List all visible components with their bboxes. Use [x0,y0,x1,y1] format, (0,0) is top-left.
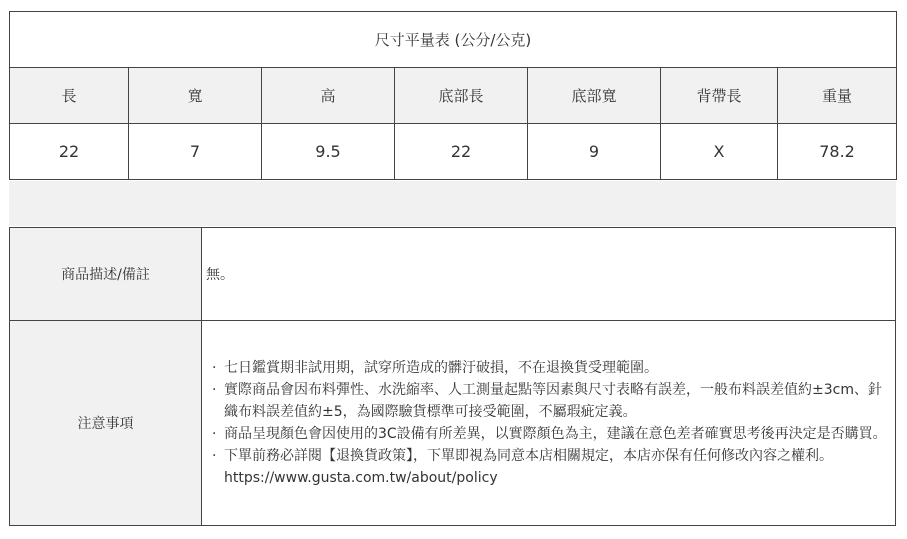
bullet-dot: · [212,360,217,376]
header-strap-length: 背帶長 [661,68,778,124]
list-item [212,445,887,489]
notes-list [206,357,895,489]
bullet-dot: · [212,382,217,398]
value-bottom-width: 9 [528,124,661,180]
header-width: 寬 [129,68,262,124]
header-length: 長 [10,68,129,124]
size-chart-title: 尺寸平量表 (公分/公克) [10,12,897,68]
list-item [212,423,887,445]
value-width: 7 [129,124,262,180]
description-label: 商品描述/備註 [10,228,202,321]
header-bottom-width: 底部寬 [528,68,661,124]
note-text: 七日鑑賞期非試用期，試穿所造成的髒汙破損，不在退換貨受理範圍。 [224,360,658,376]
value-height: 9.5 [262,124,395,180]
size-chart-table [9,11,897,180]
note-text: 商品呈現顏色會因使用的3C設備有所差異，以實際顏色為主，建議在意色差者確實思考後再決定是否購買。 [224,426,887,442]
size-header-row [10,68,897,124]
section-spacer [9,181,896,226]
list-item [212,379,887,423]
product-info-table [9,227,896,526]
bullet-dot: · [212,448,217,464]
value-bottom-length: 22 [395,124,528,180]
notes-content [202,321,896,526]
header-height: 高 [262,68,395,124]
description-row [10,228,896,321]
value-strap-length: X [661,124,778,180]
bullet-dot: · [212,426,217,442]
header-bottom-length: 底部長 [395,68,528,124]
notes-row [10,321,896,526]
notes-label: 注意事項 [10,321,202,526]
note-text: 實際商品會因布料彈性、水洗縮率、人工測量起點等因素與尺寸表略有誤差，一般布料誤差值約±3cm、針織布料誤差值約±5，為國際驗貨標準可接受範圍，不屬瑕疵定義。 [224,382,882,420]
header-weight: 重量 [778,68,897,124]
description-value: 無。 [202,228,896,321]
list-item [212,357,887,379]
size-value-row [10,124,897,180]
note-text-with-policy-link[interactable]: 下單前務必詳閱【退換貨政策】，下單即視為同意本店相關規定，本店亦保有任何修改內容之權利。https://www.gusta.com.tw/about/policy [224,448,833,486]
value-weight: 78.2 [778,124,897,180]
value-length: 22 [10,124,129,180]
